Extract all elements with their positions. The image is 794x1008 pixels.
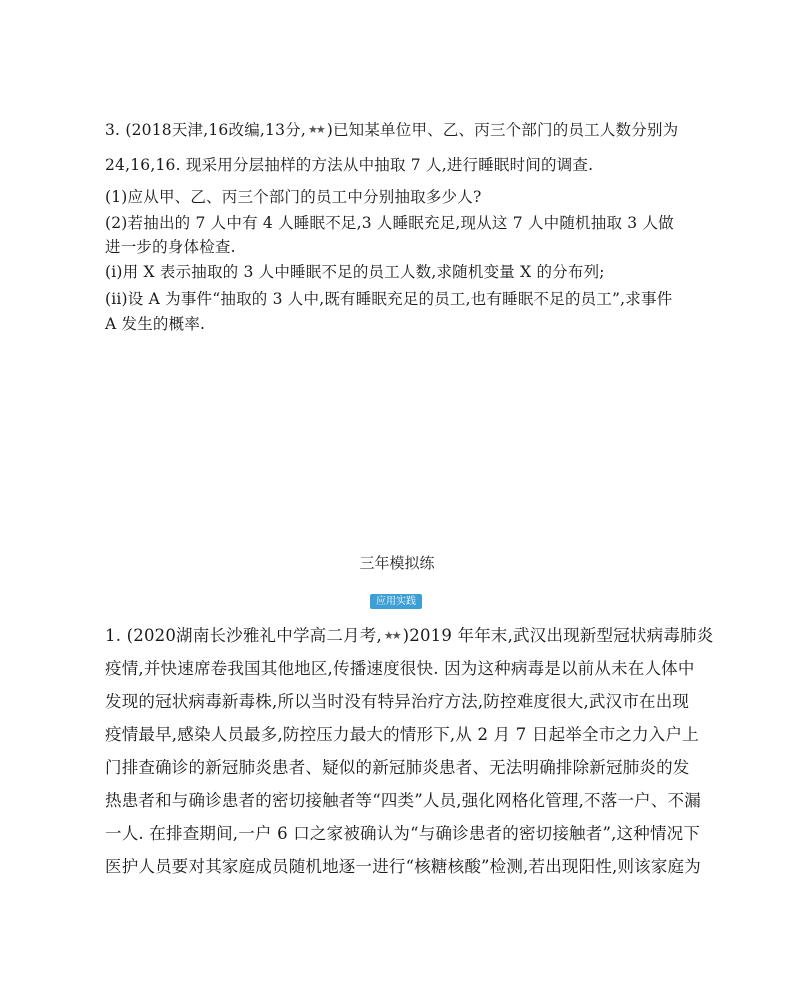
- problem-1-line: 医护人员要对其家庭成员随机地逐一进行“核糖核酸”检测,若出现阳性,则该家庭为: [105, 857, 701, 876]
- problem-3-sub-ii-line-2: A 发生的概率.: [105, 315, 206, 333]
- problem-3-sub-ii-line-1: (ii)设 A 为事件“抽取的 3 人中,既有睡眠充足的员工,也有睡眠不足的员工”,求事件: [105, 290, 673, 308]
- section-title: 三年模拟练: [359, 554, 435, 572]
- problem-1-stem-text: )2019 年年末,武汉出现新型冠状病毒肺炎: [402, 626, 714, 645]
- problem-3-part-2-line-1: (2)若抽出的 7 人中有 4 人睡眠不足,3 人睡眠充足,现从这 7 人中随机抽取 3 人做: [105, 214, 674, 232]
- problem-1-line: 门排查确诊的新冠肺炎患者、疑似的新冠肺炎患者、无法明确排除新冠肺炎的发: [105, 758, 690, 777]
- problem-3-source: (2018天津,16改编,13分,: [125, 121, 306, 139]
- difficulty-stars-icon: ★★: [307, 123, 324, 136]
- problem-1-line: 疫情最早,感染人员最多,防控压力最大的情形下,从 2 月 7 日起举全市之力入户上: [105, 725, 699, 744]
- problem-3-part-1: (1)应从甲、乙、丙三个部门的员工中分别抽取多少人?: [105, 188, 482, 206]
- difficulty-stars-icon: ★★: [383, 629, 400, 642]
- problem-1-line: 发现的冠状病毒新毒株,所以当时没有特异治疗方法,防控难度很大,武汉市在出现: [105, 692, 690, 711]
- problem-3-number: 3.: [105, 121, 121, 139]
- problem-1-stem-line: [105, 622, 713, 646]
- problem-3-sub-i: (i)用 X 表示抽取的 3 人中睡眠不足的员工人数,求随机变量 X 的分布列;: [105, 263, 605, 281]
- problem-1-line: 热患者和与确诊患者的密切接触者等“四类”人员,强化网格化管理,不落一户、不漏: [105, 791, 701, 810]
- problem-3-line-2: 24,16,16. 现采用分层抽样的方法从中抽取 7 人,进行睡眠时间的调查.: [105, 156, 594, 174]
- problem-3-stem-text: )已知某单位甲、乙、丙三个部门的员工人数分别为: [326, 121, 679, 139]
- problem-1-source: (2020湖南长沙雅礼中学高二月考,: [126, 626, 382, 645]
- problem-3-part-2-line-2: 进一步的身体检查.: [105, 238, 236, 256]
- problem-1-line: 一人. 在排查期间,一户 6 口之家被确认为“与确诊患者的密切接触者”,这种情况下: [105, 824, 701, 843]
- problem-1-number: 1.: [105, 626, 122, 645]
- problem-3-stem-line: [105, 118, 678, 140]
- problem-1-line: 疫情,并快速席卷我国其他地区,传播速度很快. 因为这种病毒是以前从未在人体中: [105, 659, 695, 678]
- section-badge: 应用实践: [370, 594, 422, 609]
